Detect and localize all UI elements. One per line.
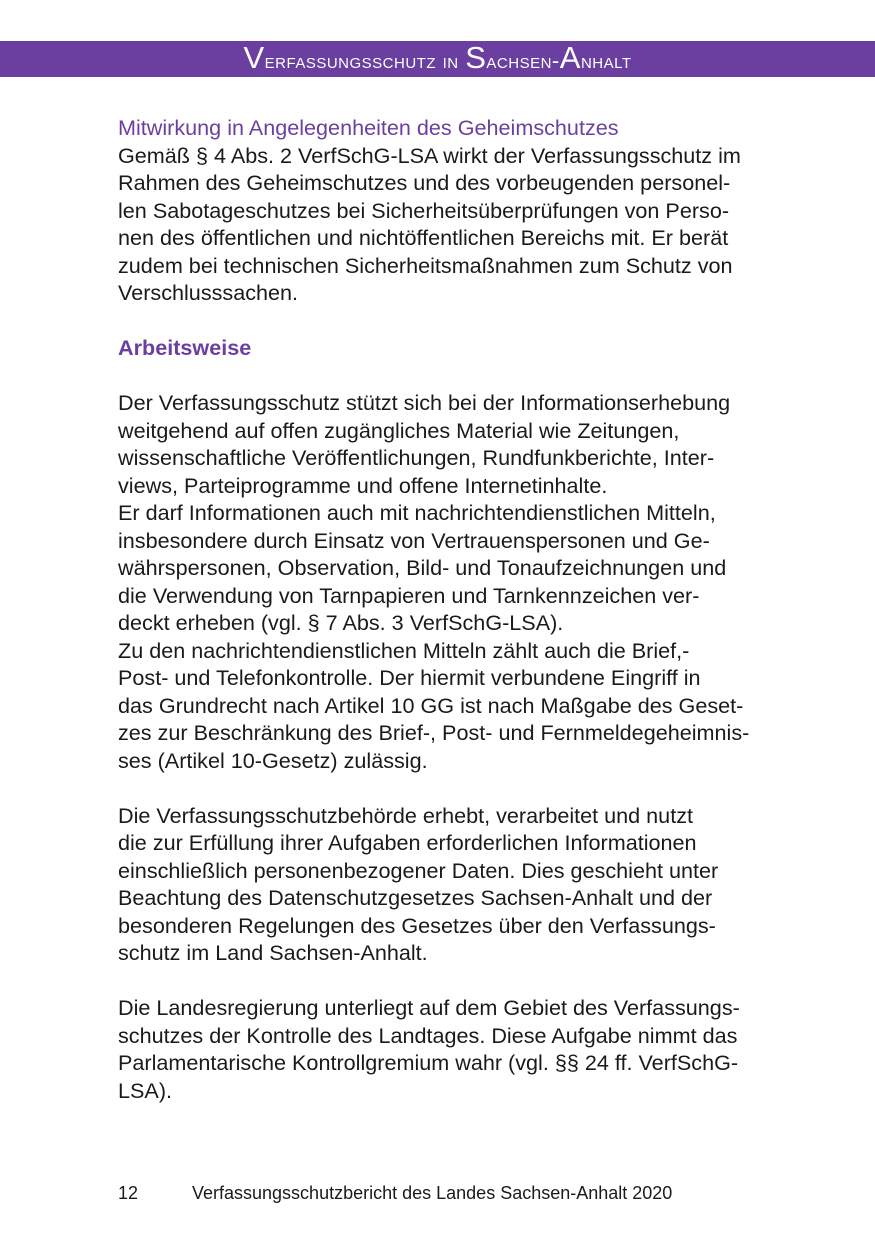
text-line: schutzes der Kontrolle des Landtages. Diese Aufgabe nimmt das xyxy=(118,1022,738,1048)
spacer xyxy=(118,307,758,335)
text-line: Post- und Telefonkontrolle. Der hiermit verbundene Eingriff in xyxy=(118,665,701,690)
spacer xyxy=(118,774,758,802)
text-line: das Grundrecht nach Artikel 10 GG ist nach Maßgabe des Geset- xyxy=(118,692,744,718)
page-content xyxy=(118,114,758,1104)
page-header-title xyxy=(243,40,631,79)
page-number: 12 xyxy=(118,1183,139,1203)
text-line: Rahmen des Geheimschutzes und des vorbeugenden personel- xyxy=(118,170,731,195)
text-line: besonderen Regelungen des Gesetzes über den Verfassungs- xyxy=(118,912,716,938)
text-line: LSA). xyxy=(118,1077,173,1103)
text-line: Die Verfassungsschutzbehörde erhebt, verarbeitet und nutzt xyxy=(118,802,693,828)
text-line: währspersonen, Observation, Bild- und Tonaufzeichnungen und xyxy=(118,555,727,580)
text-line: einschließlich personenbezogener Daten. Dies geschieht unter xyxy=(118,857,719,883)
text-line: Parlamentarische Kontrollgremium wahr (vgl. §§ 24 ff. VerfSchG- xyxy=(118,1050,739,1075)
section2-paragraph-1 xyxy=(118,389,758,774)
text-line: Er darf Informationen auch mit nachrichtendienstlichen Mitteln, xyxy=(118,500,716,525)
spacer xyxy=(118,362,758,390)
text-line: Beachtung des Datenschutzgesetzes Sachsen-Anhalt und der xyxy=(118,885,713,910)
header-bar xyxy=(0,41,875,77)
text-line: Gemäß § 4 Abs. 2 VerfSchG-LSA wirkt der Verfassungsschutz im xyxy=(118,142,741,168)
header-title-part: V xyxy=(243,39,265,75)
text-line: ses (Artikel 10-Gesetz) zulässig. xyxy=(118,747,428,773)
section-subheading: Mitwirkung in Angelegenheiten des Geheimschutzes xyxy=(118,115,619,140)
text-line: schutz im Land Sachsen-Anhalt. xyxy=(118,940,428,965)
header-title-part: S xyxy=(465,39,487,75)
text-line: Zu den nachrichtendienstlichen Mitteln zählt auch die Brief,- xyxy=(118,637,690,663)
text-line: zudem bei technischen Sicherheitsmaßnahmen zum Schutz von xyxy=(118,252,733,278)
text-line: nen des öffentlichen und nichtöffentlichen Bereichs mit. Er berät xyxy=(118,225,729,250)
text-line: die zur Erfüllung ihrer Aufgaben erforderlichen Informationen xyxy=(118,830,697,855)
publication-title: Verfassungsschutzbericht des Landes Sachsen-Anhalt 2020 xyxy=(192,1183,673,1203)
text-line: die Verwendung von Tarnpapieren und Tarnkennzeichen ver- xyxy=(118,582,700,608)
text-line: Der Verfassungsschutz stützt sich bei der Informationserhebung xyxy=(118,390,731,415)
section2-paragraph-3 xyxy=(118,994,758,1104)
section2-paragraph-2 xyxy=(118,802,758,967)
page-footer xyxy=(118,1181,672,1205)
section-heading: Arbeitsweise xyxy=(118,335,252,360)
spacer xyxy=(118,967,758,995)
header-title-part: erfassungsschutz in xyxy=(264,47,466,73)
text-line: weitgehend auf offen zugängliches Material wie Zeitungen, xyxy=(118,417,680,443)
text-line: len Sabotageschutzes bei Sicherheitsüberprüfungen von Perso- xyxy=(118,197,730,223)
section1-paragraph xyxy=(118,142,758,307)
text-line: deckt erheben (vgl. § 7 Abs. 3 VerfSchG-LSA). xyxy=(118,610,564,635)
text-line: Verschlusssachen. xyxy=(118,280,299,305)
text-line: wissenschaftliche Veröffentlichungen, Rundfunkberichte, Inter- xyxy=(118,445,715,470)
text-line: Die Landesregierung unterliegt auf dem Gebiet des Verfassungs- xyxy=(118,995,740,1020)
text-line: views, Parteiprogramme und offene Internetinhalte. xyxy=(118,472,608,498)
header-title-part: nhalt xyxy=(580,47,632,73)
text-line: insbesondere durch Einsatz von Vertrauenspersonen und Ge- xyxy=(118,527,710,553)
text-line: zes zur Beschränkung des Brief-, Post- und Fernmeldegeheimnis- xyxy=(118,720,750,745)
header-title-part: A xyxy=(559,39,581,75)
header-title-part: achsen- xyxy=(486,47,560,73)
